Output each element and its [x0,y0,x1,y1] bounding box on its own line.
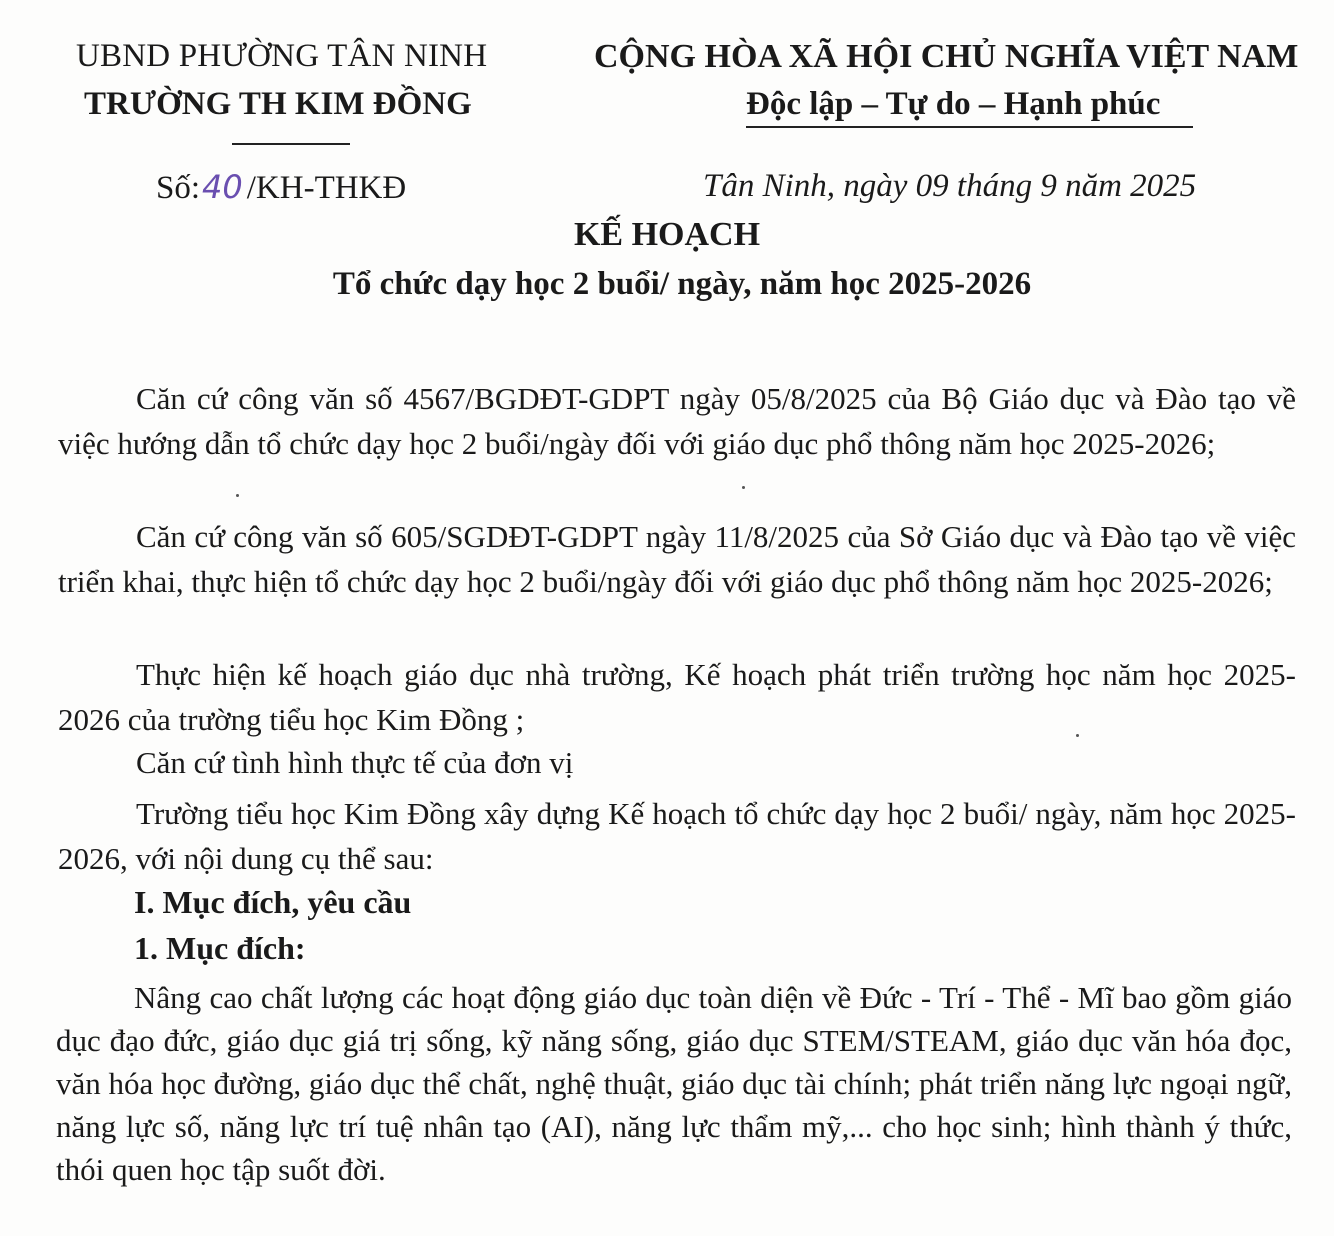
document-title: KẾ HOẠCH [573,216,761,253]
paragraph-purpose-content: Nâng cao chất lượng các hoạt động giáo dục toàn diện về Đức - Trí - Thể - Mĩ bao gồm giáo dục đạo đức, giáo dục giá trị sống, kỹ năng sống, giáo dục STEM/STEAM, giáo dục văn hóa đọc, văn hóa học đường, giáo dục thể chất, nghệ thuật, giáo dục tài chính; phát triển năng lực ngoại ngữ, năng lực số, năng lực trí tuệ nhân tạo (AI), năng lực thẩm mỹ,... cho học sinh; hình thành ý thức, thói quen học tập suốt đời. [56,980,1292,1187]
document-subtitle: Tổ chức dạy học 2 buổi/ ngày, năm học 2025-2026 [332,266,1032,302]
document-number [156,168,406,207]
document-number-handwritten: 40 [202,168,243,206]
place-and-date: Tân Ninh, ngày 09 tháng 9 năm 2025 [703,168,1197,204]
motto-underline [746,126,1193,128]
paragraph-legal-basis-1: Căn cứ công văn số 4567/BGDĐT-GDPT ngày 05/8/2025 của Bộ Giáo dục và Đào tạo về việc hướng dẫn tổ chức dạy học 2 buổi/ngày đối với giáo dục phổ thông năm học 2025-2026; [58,381,1296,461]
paragraph-legal-basis-2: Căn cứ công văn số 605/SGDĐT-GDPT ngày 11/8/2025 của Sở Giáo dục và Đào tạo về việc triển khai, thực hiện tổ chức dạy học 2 buổi/ngày đối với giáo dục phổ thông năm học 2025-2026; [58,519,1296,599]
nation-name: CỘNG HÒA XÃ HỘI CHỦ NGHĨA VIỆT NAM [594,38,1299,75]
national-motto: Độc lập – Tự do – Hạnh phúc [746,86,1161,122]
section-heading-purpose-requirements: I. Mục đích, yêu cầu [134,884,412,920]
organization-name: UBND PHƯỜNG TÂN NINH [76,38,488,74]
paragraph-implementation: Thực hiện kế hoạch giáo dục nhà trường, Kế hoạch phát triển trường học năm học 2025-2026 của trường tiểu học Kim Đồng ; [58,657,1296,737]
document-number-prefix: Số: [156,170,201,206]
scan-speck [1076,734,1079,737]
subsection-heading-purpose: 1. Mục đích: [134,930,306,966]
paragraph-basis-situation: Căn cứ tình hình thực tế của đơn vị [136,745,574,780]
school-underline [232,143,350,145]
document-number-suffix: /KH-THKĐ [246,170,407,206]
scan-speck [742,486,745,489]
scan-speck [236,494,239,497]
paragraph-plan-intro: Trường tiểu học Kim Đồng xây dựng Kế hoạch tổ chức dạy học 2 buổi/ ngày, năm học 2025- 2026, với nội dung cụ thể sau: [58,796,1296,876]
school-name: TRƯỜNG TH KIM ĐỒNG [84,86,472,122]
